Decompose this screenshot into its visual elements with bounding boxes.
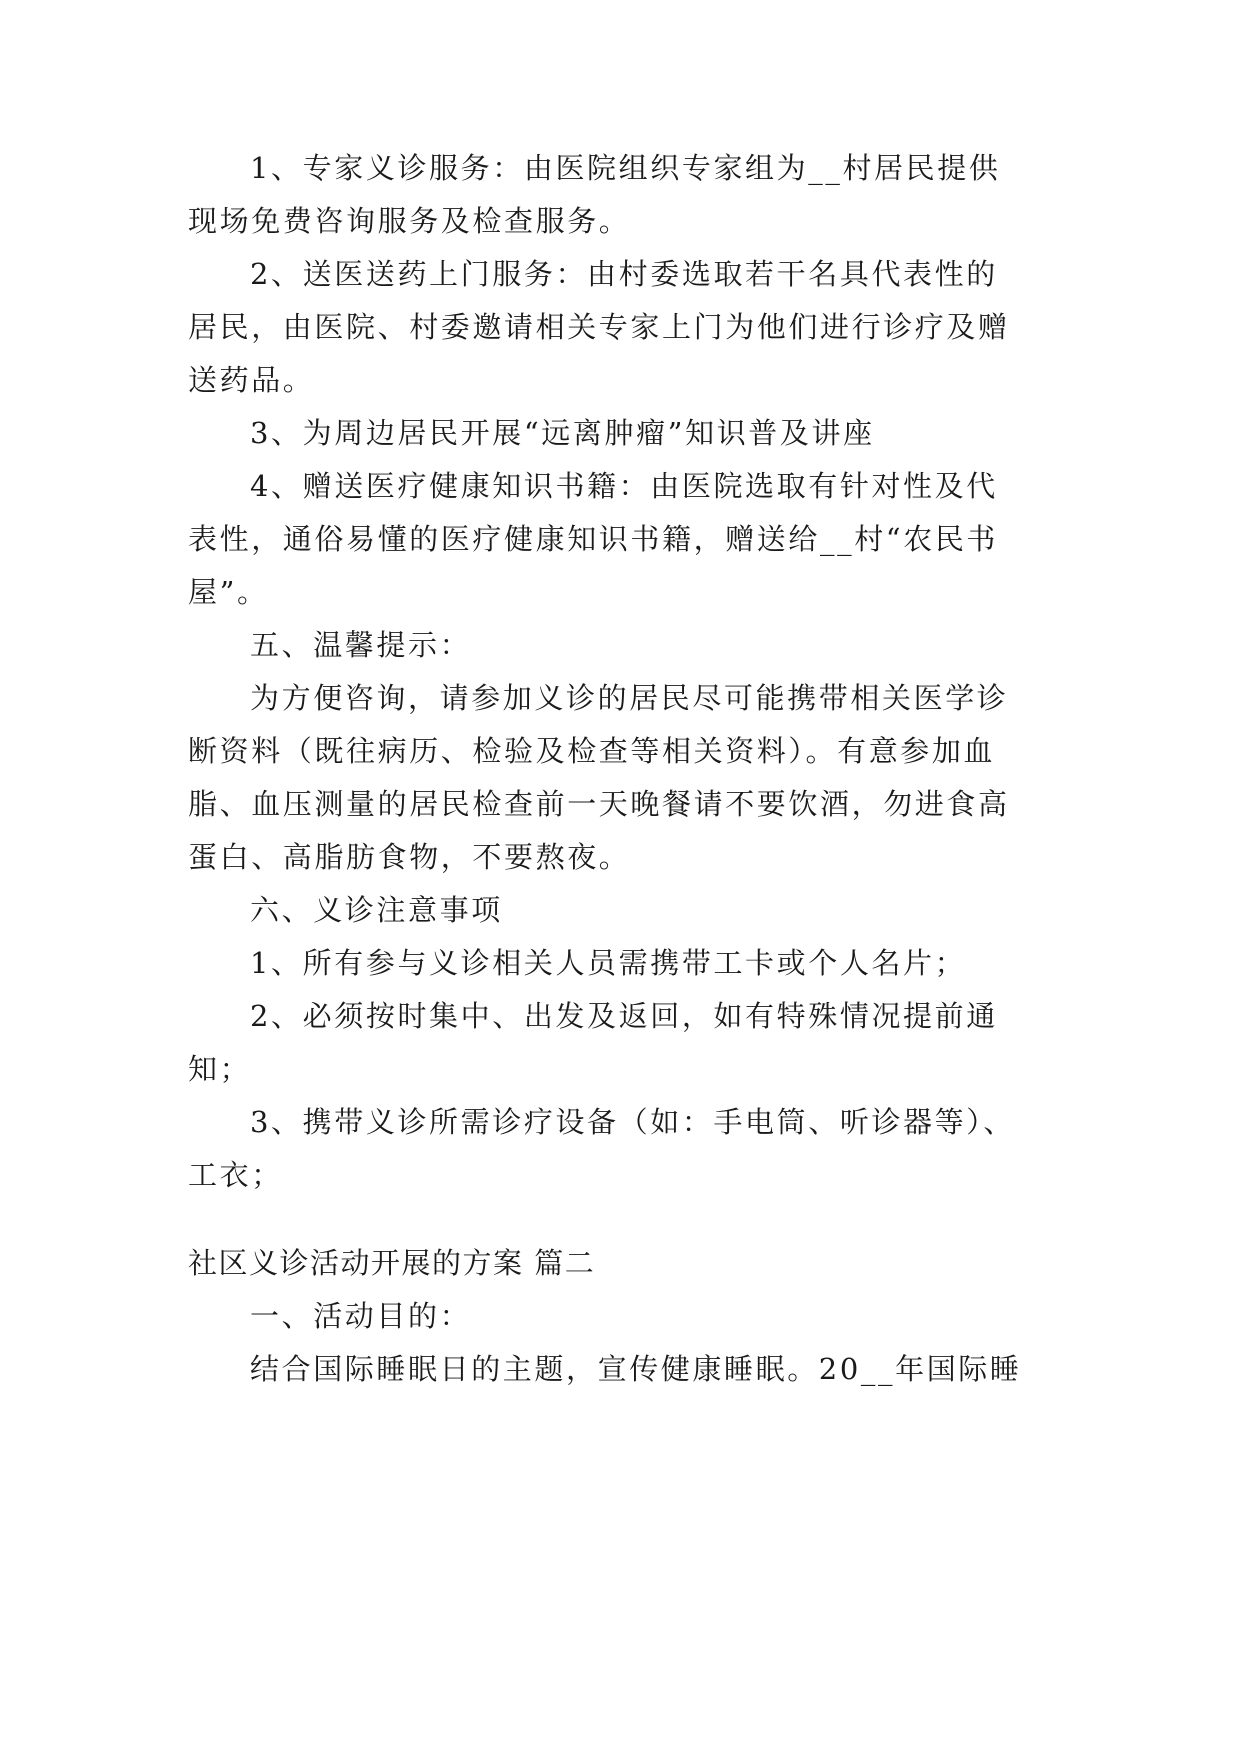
paragraph-line: 送药品。 [188, 363, 315, 397]
paragraph-line: 结合国际睡眠日的主题，宣传健康睡眠。20__年国际睡 [250, 1352, 1022, 1386]
section-heading: 一、活动目的： [250, 1299, 472, 1333]
chapter-title: 社区义诊活动开展的方案 篇二 [188, 1246, 596, 1280]
paragraph-line: 屋”。 [188, 575, 269, 609]
section-heading: 五、温馨提示： [250, 628, 472, 662]
paragraph-line: 1、专家义诊服务：由医院组织专家组为__村居民提供 [250, 151, 1001, 185]
paragraph-line: 1、所有参与义诊相关人员需携带工卡或个人名片； [250, 946, 967, 980]
paragraph-line: 4、赠送医疗健康知识书籍：由医院选取有针对性及代 [250, 469, 998, 503]
section-heading: 六、义诊注意事项 [250, 893, 503, 927]
paragraph-line: 蛋白、高脂肪食物，不要熬夜。 [188, 840, 631, 874]
paragraph-line: 2、送医送药上门服务：由村委选取若干名具代表性的 [250, 257, 998, 291]
paragraph-line: 3、携带义诊所需诊疗设备（如：手电筒、听诊器等）、 [250, 1105, 1015, 1139]
paragraph-line: 2、必须按时集中、出发及返回，如有特殊情况提前通 [250, 999, 998, 1033]
paragraph-line: 现场免费咨询服务及检查服务。 [188, 204, 631, 238]
paragraph-line: 脂、血压测量的居民检查前一天晚餐请不要饮酒，勿进食高 [188, 787, 1010, 821]
paragraph-line: 居民，由医院、村委邀请相关专家上门为他们进行诊疗及赠 [188, 310, 1010, 344]
paragraph-line: 工衣； [188, 1158, 283, 1192]
paragraph-line: 知； [188, 1052, 252, 1086]
paragraph-line: 为方便咨询，请参加义诊的居民尽可能携带相关医学诊 [250, 681, 1009, 715]
paragraph-line: 3、为周边居民开展“远离肿瘤”知识普及讲座 [250, 416, 875, 450]
paragraph-line: 断资料（既往病历、检验及检查等相关资料）。有意参加血 [188, 734, 996, 768]
paragraph-line: 表性，通俗易懂的医疗健康知识书籍，赠送给__村“农民书 [188, 522, 999, 556]
